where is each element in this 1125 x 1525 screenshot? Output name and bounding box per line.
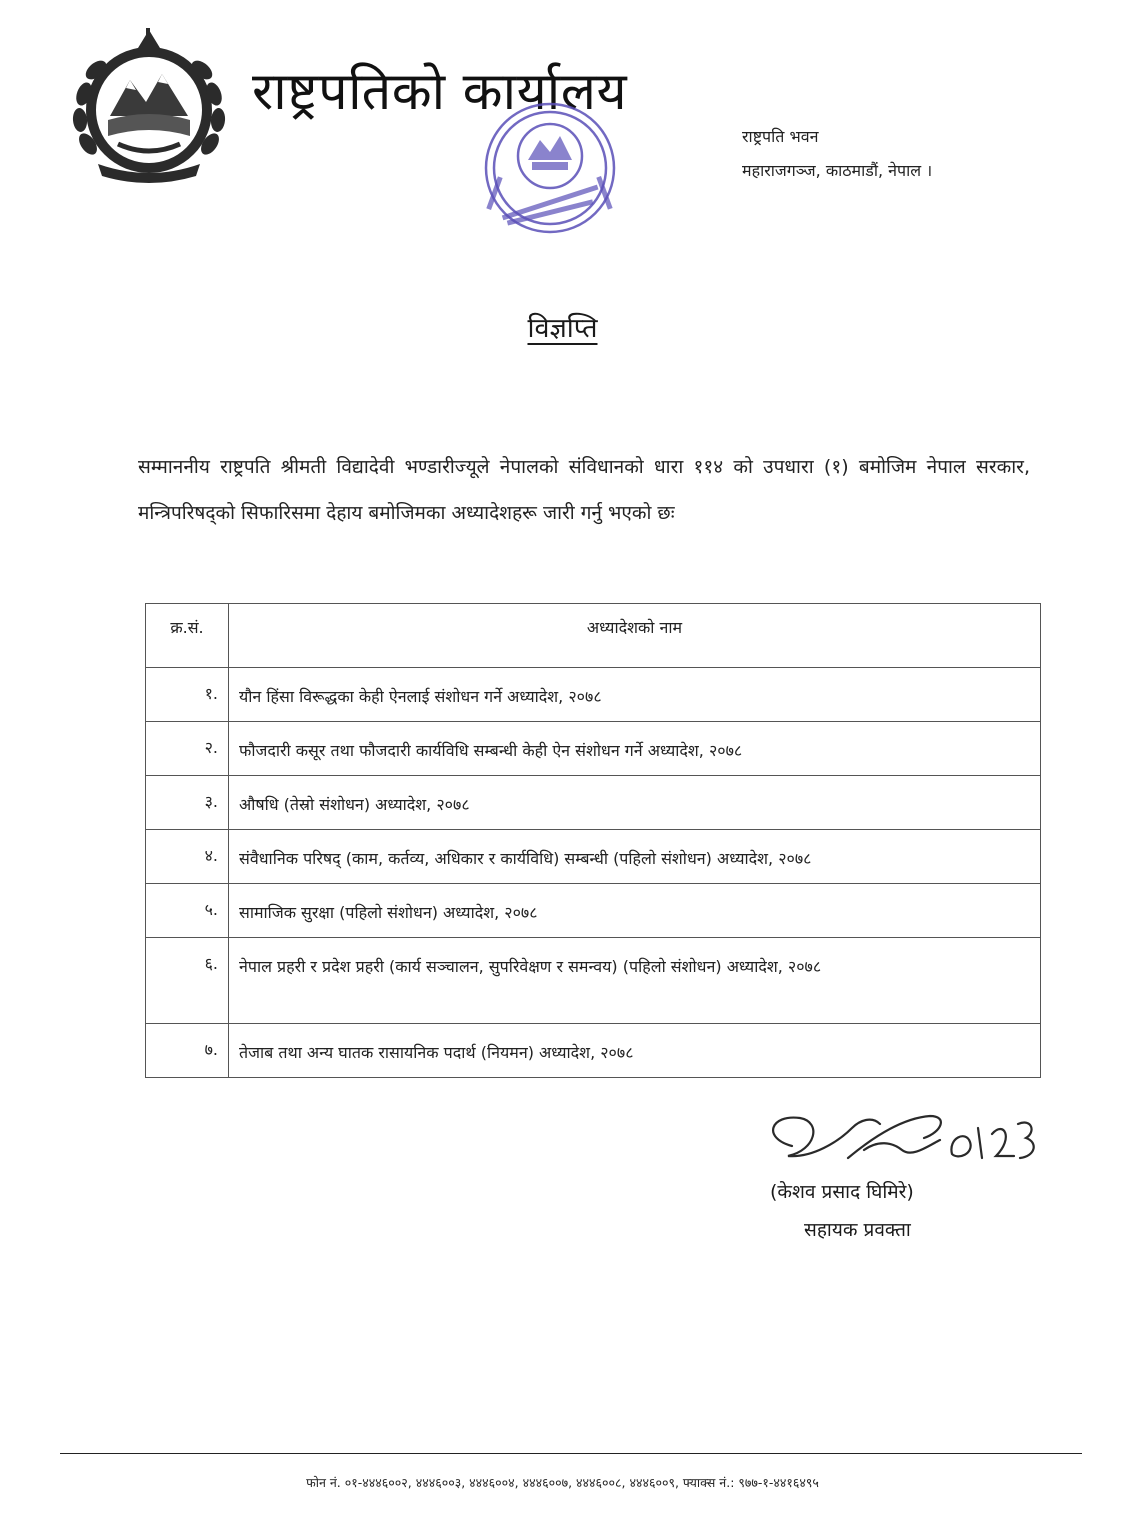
table-row xyxy=(146,938,1041,1024)
nepal-emblem-icon xyxy=(58,24,240,186)
table-header-row xyxy=(146,604,1041,668)
row-serial: ५. xyxy=(146,884,229,938)
ordinance-table xyxy=(145,603,1041,1078)
header-ordinance-name: अध्यादेशको नाम xyxy=(229,604,1041,668)
notice-body: सम्माननीय राष्ट्रपति श्रीमती विद्यादेवी भण्डारीज्यूले नेपालको संविधानको धारा ११४ को उपधारा (१) बमोजिम नेपाल सरकार, मन्त्रिपरिषद्को सिफारिसमा देहाय बमोजिमका अध्यादेशहरू जारी गर्नु भएको छः xyxy=(138,456,1030,524)
address-line-1: राष्ट्रपति भवन xyxy=(742,127,819,146)
table-row xyxy=(146,776,1041,830)
row-serial: १. xyxy=(146,668,229,722)
row-ordinance-name: औषधि (तेस्रो संशोधन) अध्यादेश, २०७८ xyxy=(229,776,1041,830)
notice-heading xyxy=(0,308,1125,345)
footer-contact: फोन नं. ०१-४४४६००२, ४४४६००३, ४४४६००४, ४४४६००७, ४४४६००८, ४४४६००९, फ्याक्स नं.: ९७७-१-४४१६४९५ xyxy=(306,1475,819,1490)
table-row xyxy=(146,1024,1041,1078)
row-serial: ७. xyxy=(146,1024,229,1078)
row-ordinance-name: नेपाल प्रहरी र प्रदेश प्रहरी (कार्य सञ्चालन, सुपरिवेक्षण र समन्वय) (पहिलो संशोधन) अध्यादेश, २०७८ xyxy=(229,938,1041,1024)
header-serial-number: क्र.सं. xyxy=(146,604,229,668)
signatory-title: सहायक प्रवक्ता xyxy=(804,1219,911,1241)
row-serial: २. xyxy=(146,722,229,776)
address-block xyxy=(742,120,932,188)
row-ordinance-name: यौन हिंसा विरूद्धका केही ऐनलाई संशोधन गर्ने अध्यादेश, २०७८ xyxy=(229,668,1041,722)
row-ordinance-name: संवैधानिक परिषद् (काम, कर्तव्य, अधिकार र कार्यविधि) सम्बन्धी (पहिलो संशोधन) अध्यादेश, २०७८ xyxy=(229,830,1041,884)
notice-heading-text: विज्ञप्ति xyxy=(527,313,598,344)
row-ordinance-name: तेजाब तथा अन्य घातक रासायनिक पदार्थ (नियमन) अध्यादेश, २०७८ xyxy=(229,1024,1041,1078)
row-serial: ३. xyxy=(146,776,229,830)
office-seal-stamp xyxy=(462,96,638,246)
row-ordinance-name: फौजदारी कसूर तथा फौजदारी कार्यविधि सम्बन्धी केही ऐन संशोधन गर्ने अध्यादेश, २०७८ xyxy=(229,722,1041,776)
signatory-name: (केशव प्रसाद घिमिरे) xyxy=(770,1181,914,1203)
table-row xyxy=(146,668,1041,722)
row-serial: ४. xyxy=(146,830,229,884)
footer-divider xyxy=(60,1453,1082,1454)
table-row xyxy=(146,722,1041,776)
address-line-2: महाराजगञ्ज, काठमाडौं, नेपाल । xyxy=(742,161,933,180)
row-serial: ६. xyxy=(146,938,229,1024)
handwritten-signature xyxy=(752,1098,1042,1184)
table-row xyxy=(146,830,1041,884)
office-title: राष्ट्रपतिको कार्यालय xyxy=(252,62,628,122)
row-ordinance-name: सामाजिक सुरक्षा (पहिलो संशोधन) अध्यादेश, २०७८ xyxy=(229,884,1041,938)
table-row xyxy=(146,884,1041,938)
